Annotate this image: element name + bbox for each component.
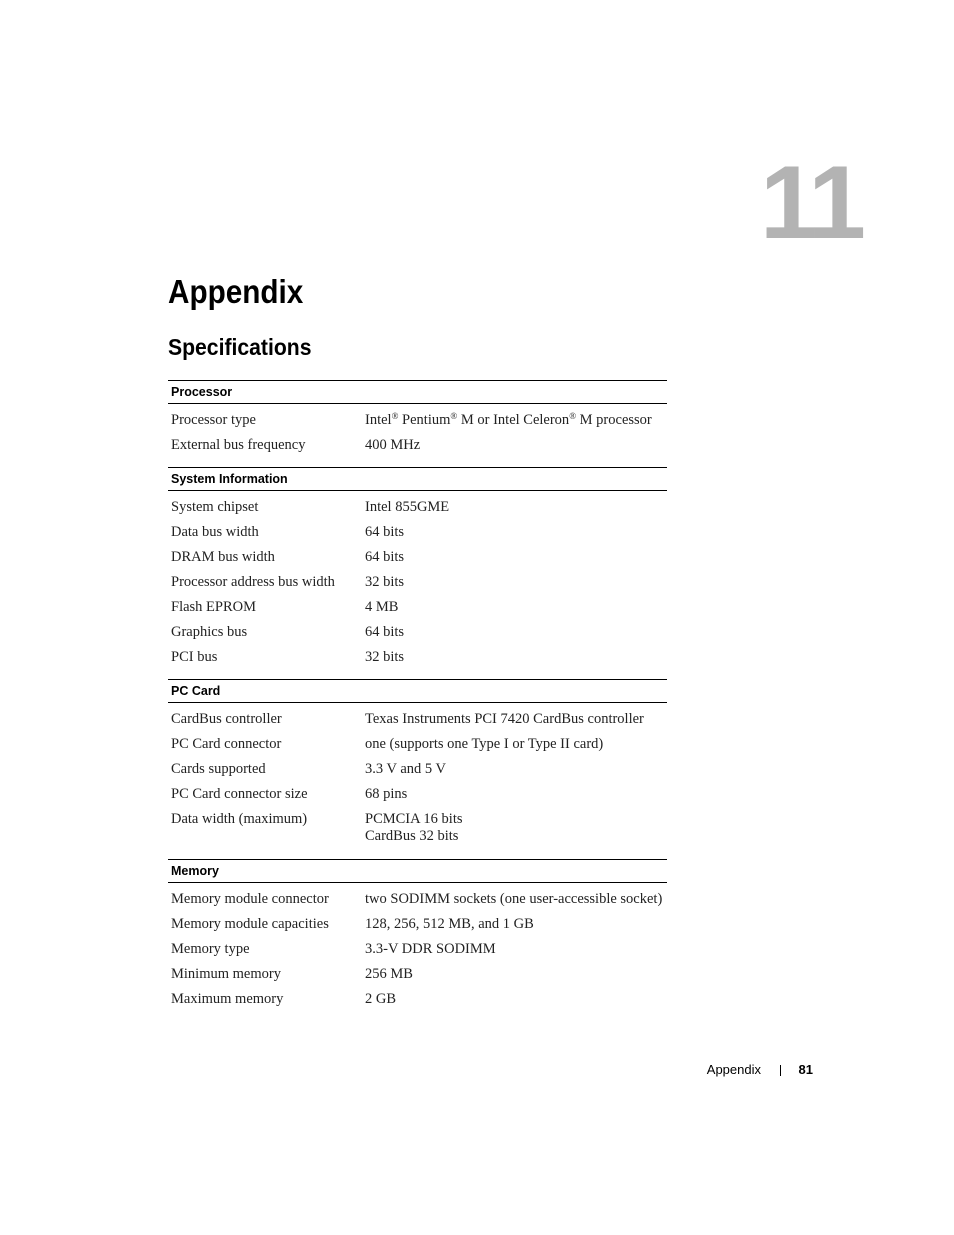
spec-row bbox=[168, 524, 667, 541]
spec-label: Memory type bbox=[171, 941, 250, 957]
spec-label: Processor type bbox=[171, 412, 256, 428]
spec-value bbox=[365, 412, 667, 429]
spec-label: Data width (maximum) bbox=[171, 811, 308, 827]
spec-row bbox=[168, 736, 667, 753]
spec-value: two SODIMM sockets (one user-accessible socket) bbox=[365, 891, 663, 907]
spec-row bbox=[168, 991, 667, 1008]
memory-table bbox=[168, 859, 667, 1008]
pc-card-table bbox=[168, 679, 667, 845]
spec-label: Cards supported bbox=[171, 761, 266, 777]
spec-row bbox=[168, 811, 667, 845]
spec-value: Intel 855GME bbox=[365, 499, 450, 515]
chapter-number: 11 bbox=[760, 145, 862, 261]
registered-mark: ® bbox=[391, 411, 399, 421]
spec-label: Maximum memory bbox=[171, 991, 284, 1007]
system-information-heading: System Information bbox=[168, 467, 667, 491]
spec-value-line: CardBus 32 bits bbox=[365, 828, 459, 844]
spec-label: Memory module connector bbox=[171, 891, 329, 907]
spec-label: Memory module capacities bbox=[171, 916, 329, 932]
processor-heading: Processor bbox=[168, 380, 667, 404]
spec-label: Processor address bus width bbox=[171, 574, 335, 590]
spec-label: DRAM bus width bbox=[171, 549, 275, 565]
spec-row bbox=[168, 941, 667, 958]
spec-label: System chipset bbox=[171, 499, 259, 515]
footer-divider bbox=[780, 1065, 781, 1076]
system-information-table bbox=[168, 467, 667, 666]
spec-row bbox=[168, 786, 667, 803]
footer-section-label: Appendix bbox=[706, 1062, 761, 1077]
memory-heading: Memory bbox=[168, 859, 667, 883]
spec-row bbox=[168, 412, 667, 429]
spec-row bbox=[168, 499, 667, 516]
spec-label: Minimum memory bbox=[171, 966, 281, 982]
spec-row bbox=[168, 549, 667, 566]
spec-value: 32 bits bbox=[365, 574, 405, 590]
spec-value: 64 bits bbox=[365, 549, 405, 565]
spec-row bbox=[168, 574, 667, 591]
spec-row bbox=[168, 966, 667, 983]
spec-value: 4 MB bbox=[365, 599, 399, 615]
spec-value: 3.3-V DDR SODIMM bbox=[365, 941, 496, 957]
spec-row bbox=[168, 599, 667, 616]
processor-table bbox=[168, 380, 667, 454]
spec-label: PC Card connector bbox=[171, 736, 282, 752]
spec-value: 64 bits bbox=[365, 624, 405, 640]
spec-row bbox=[168, 437, 667, 454]
spec-row bbox=[168, 624, 667, 641]
spec-row bbox=[168, 649, 667, 666]
spec-value: 128, 256, 512 MB, and 1 GB bbox=[365, 916, 534, 932]
spec-label: CardBus controller bbox=[171, 711, 282, 727]
spec-value: 68 pins bbox=[365, 786, 408, 802]
spec-value: 256 MB bbox=[365, 966, 413, 982]
spec-row bbox=[168, 761, 667, 778]
spec-label: PCI bus bbox=[171, 649, 218, 665]
spec-value: 400 MHz bbox=[365, 437, 421, 453]
spec-value: one (supports one Type I or Type II card) bbox=[365, 736, 604, 752]
spec-value-part: Pentium bbox=[398, 412, 451, 428]
pc-card-heading: PC Card bbox=[168, 679, 667, 703]
spec-value: 3.3 V and 5 V bbox=[365, 761, 446, 777]
spec-value-line: PCMCIA 16 bits bbox=[365, 811, 463, 827]
spec-value bbox=[365, 811, 667, 845]
spec-row bbox=[168, 711, 667, 728]
page-footer bbox=[680, 1060, 815, 1080]
spec-label: Flash EPROM bbox=[171, 599, 257, 615]
page-number: 81 bbox=[798, 1062, 813, 1077]
spec-label: External bus frequency bbox=[171, 437, 306, 453]
spec-value: 32 bits bbox=[365, 649, 405, 665]
spec-value: Texas Instruments PCI 7420 CardBus controller bbox=[365, 711, 644, 727]
spec-value: 64 bits bbox=[365, 524, 405, 540]
spec-label: Data bus width bbox=[171, 524, 259, 540]
spec-value-part: M or Intel Celeron bbox=[457, 412, 570, 428]
spec-label: Graphics bus bbox=[171, 624, 248, 640]
spec-value: 2 GB bbox=[365, 991, 397, 1007]
spec-value-part: Intel bbox=[365, 412, 392, 428]
spec-row bbox=[168, 891, 667, 908]
spec-row bbox=[168, 916, 667, 933]
spec-label: PC Card connector size bbox=[171, 786, 308, 802]
registered-mark: ® bbox=[450, 411, 458, 421]
registered-mark: ® bbox=[569, 411, 577, 421]
section-title: Specifications bbox=[168, 334, 312, 360]
spec-value-part: M processor bbox=[576, 412, 652, 428]
chapter-title: Appendix bbox=[168, 273, 304, 310]
